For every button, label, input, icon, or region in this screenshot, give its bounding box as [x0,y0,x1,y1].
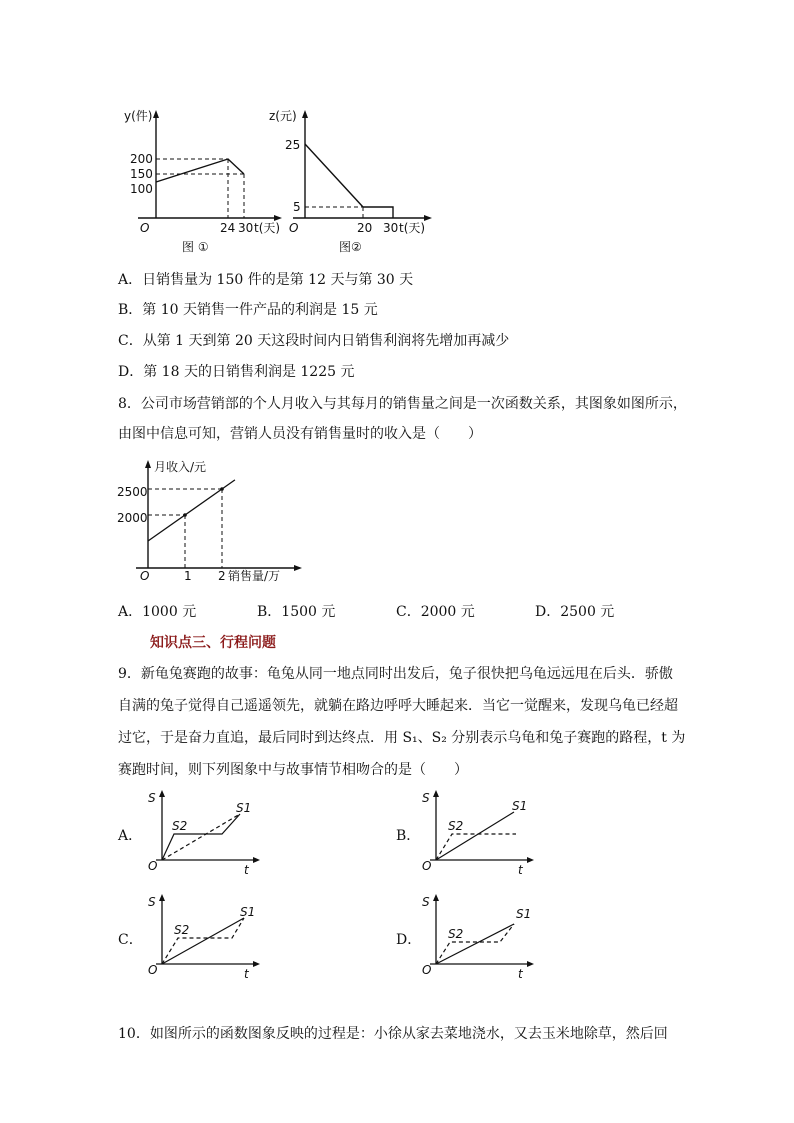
q8-chart-svg [118,456,318,584]
q9-option-d-label: D． [396,932,422,948]
q8-text-line1: 8．公司市场营销部的个人月收入与其每月的销售量之间是一次函数关系，其图象如图所示， [118,396,687,412]
fig1-ytick-200: 200 [130,152,153,166]
q9-option-c-label: C． [118,932,143,948]
q9d-t: t [518,967,523,981]
q8-y-label: 月收入/元 [154,460,207,474]
fig1-ytick-100: 100 [130,182,153,196]
q9a-t: t [244,863,249,877]
q9c-t: t [244,967,249,981]
q9-line4: 赛跑时间，则下列图象中与故事情节相吻合的是（ ） [118,762,468,778]
q9d-origin: O [422,963,432,977]
fig2-ytick-5: 5 [293,200,301,214]
q9-line1: 9．新龟兔赛跑的故事：龟兔从同一地点同时出发后，兔子很快把乌龟远远甩在后头．骄傲 [118,666,673,682]
fig1-y-label: y(件) [124,109,153,123]
q9a-s1: S1 [236,801,252,815]
q9-line2: 自满的兔子觉得自己遥遥领先，就躺在路边呼呼大睡起来．当它一觉醒来，发现乌龟已经超 [118,698,678,714]
figure-1-svg [118,106,288,256]
q7-option-a: A．日销售量为 150 件的是第 12 天与第 30 天 [118,272,414,288]
figure-2-profit-per-unit [269,106,443,256]
q7-option-b: B．第 10 天销售一件产品的利润是 15 元 [118,302,378,318]
q8-option-c: C．2000 元 [396,604,475,620]
q8-x-label: 销售量/万 [228,569,281,583]
fig1-x-label: t(天) [254,221,281,235]
q9a-s-label: S [148,791,156,805]
q9a-s2: S2 [172,819,188,833]
fig1-xtick-24: 24 [220,221,236,235]
q8-origin: O [140,569,150,583]
q7-option-d: D．第 18 天的日销售利润是 1225 元 [118,364,355,380]
q9-graph-d [418,890,538,980]
q9-option-a-label: A． [118,828,143,844]
q9-graph-c [144,890,264,980]
q9c-s-label: S [148,895,156,909]
q9-graph-b-svg [418,786,538,876]
fig1-caption: 图 ① [182,240,209,254]
q9-graph-b [418,786,538,876]
q8-option-d: D．2500 元 [535,604,615,620]
q9a-origin: O [148,859,158,873]
fig2-xtick-30: 30 [383,221,399,235]
fig1-ytick-150: 150 [130,167,153,181]
fig1-origin: O [140,221,150,235]
q8-income-chart [118,456,318,584]
fig2-y-label: z(元) [269,109,297,123]
q9-graph-a [144,786,264,876]
q8-xtick-2: 2 [218,569,226,583]
q9-graph-c-svg [144,890,264,980]
q9c-s2: S2 [174,923,190,937]
q9-option-b-label: B． [396,828,421,844]
q10-text: 10．如图所示的函数图象反映的过程是：小徐从家去菜地浇水，又去玉米地除草，然后回 [118,1026,668,1042]
fig1-xtick-30: 30 [238,221,254,235]
q9b-t: t [518,863,523,877]
q9-graph-a-svg [144,786,264,876]
q9d-s-label: S [422,895,430,909]
q9d-s1: S1 [516,907,532,921]
q7-option-c: C．从第 1 天到第 20 天这段时间内日销售利润将先增加再减少 [118,333,510,349]
q8-text-line2: 由图中信息可知，营销人员没有销售量时的收入是（ ） [118,426,482,442]
q9b-s1: S1 [512,799,528,813]
q9c-origin: O [148,963,158,977]
q9d-s2: S2 [448,927,464,941]
fig2-ytick-25: 25 [285,138,301,152]
q9b-origin: O [422,859,432,873]
fig2-x-label: t(天) [399,221,426,235]
q8-option-a: A．1000 元 [118,604,197,620]
q8-ytick-2500: 2500 [117,485,148,499]
fig2-origin: O [289,221,299,235]
q9-line3: 过它，于是奋力直追，最后同时到达终点．用 S₁、S₂ 分别表示乌龟和兔子赛跑的路程，t 为 [118,730,686,746]
fig2-xtick-20: 20 [357,221,373,235]
q9-graph-d-svg [418,890,538,980]
q8-ytick-2000: 2000 [117,511,148,525]
q8-option-b: B．1500 元 [257,604,336,620]
q9b-s2: S2 [448,819,464,833]
figure-1-sales-volume [118,106,288,256]
fig2-caption: 图② [339,240,362,254]
q9b-s-label: S [422,791,430,805]
section-heading: 知识点三、行程问题 [150,635,276,651]
q8-xtick-1: 1 [184,569,192,583]
q9c-s1: S1 [240,905,256,919]
figure-2-svg [269,106,443,256]
